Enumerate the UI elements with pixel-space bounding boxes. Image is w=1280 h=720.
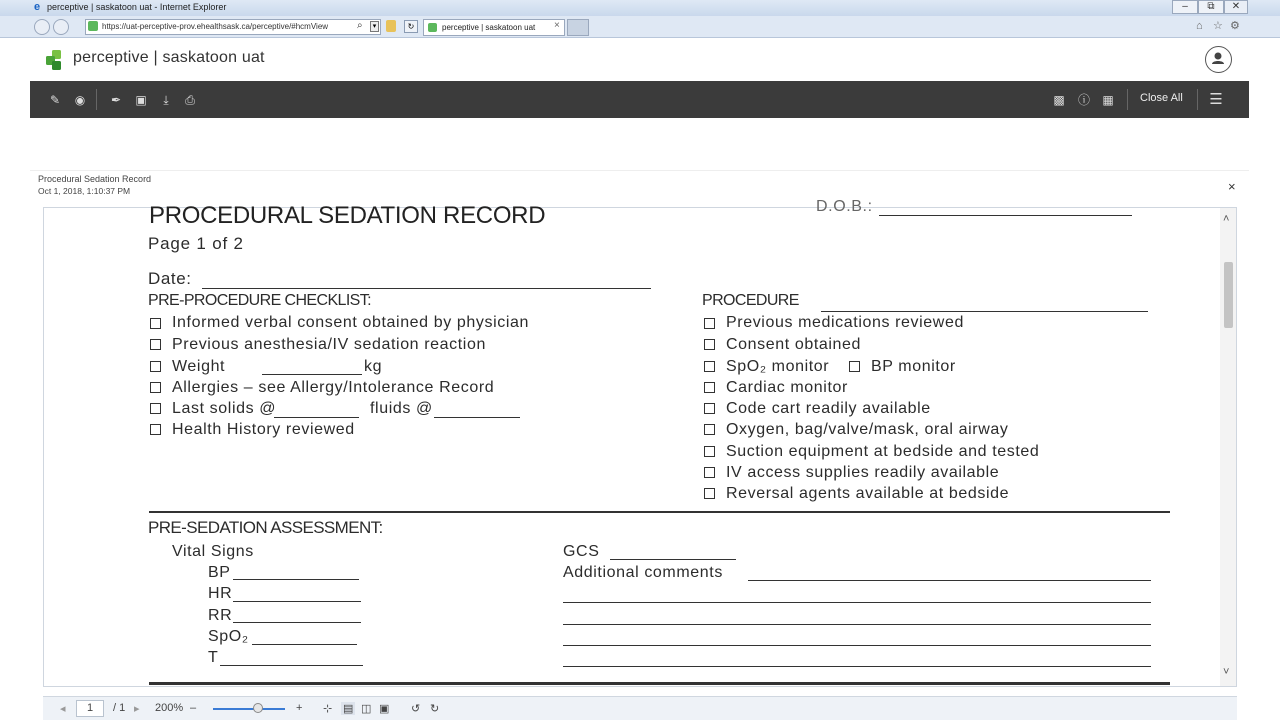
additional-comments-label: Additional comments (563, 564, 723, 581)
checkbox[interactable] (704, 403, 715, 414)
checkbox[interactable] (849, 361, 860, 372)
checkbox[interactable] (150, 318, 161, 329)
form-title: PROCEDURAL SEDATION RECORD (149, 202, 546, 229)
procedure-item: IV access supplies readily available (726, 464, 1000, 481)
perceptive-logo-icon (46, 50, 66, 70)
checkbox[interactable] (150, 382, 161, 393)
zoom-in-button[interactable]: + (296, 702, 303, 714)
checkbox[interactable] (704, 361, 715, 372)
checkbox[interactable] (704, 318, 715, 329)
vital-line (233, 622, 361, 623)
minimize-button[interactable]: – (1172, 0, 1198, 14)
app-brand: perceptive | saskatoon uat (73, 49, 265, 66)
comments-line (563, 624, 1151, 625)
home-icon[interactable]: ⌂ (1196, 20, 1203, 32)
procedure-item: Code cart readily available (726, 400, 931, 417)
section-divider (149, 511, 1170, 513)
checkbox[interactable] (704, 488, 715, 499)
procedure-item: Oxygen, bag/valve/mask, oral airway (726, 421, 1009, 438)
checkbox[interactable] (704, 424, 715, 435)
zoom-out-button[interactable]: – (190, 702, 197, 714)
viewer-bottom-bar (43, 696, 1237, 720)
procedure-title: PROCEDURE (702, 292, 799, 309)
vital-line (220, 665, 363, 666)
lock-icon[interactable] (386, 20, 396, 32)
toolbar-divider (96, 89, 97, 110)
procedure-item: SpO₂ monitor (726, 358, 830, 375)
next-page-icon[interactable]: ▸ (134, 703, 140, 715)
vital-label: RR (208, 607, 233, 624)
fluids-line (434, 417, 520, 418)
vital-line (233, 579, 359, 580)
pre-checklist-title: PRE-PROCEDURE CHECKLIST: (148, 292, 371, 309)
fluids-label: fluids @ (370, 400, 433, 417)
close-tab-icon[interactable]: × (554, 20, 560, 31)
user-icon (1206, 47, 1230, 71)
zoom-slider-handle[interactable] (253, 703, 263, 713)
checkbox[interactable] (704, 382, 715, 393)
fit-page-icon[interactable]: ⊹ (323, 703, 333, 715)
gcs-line (610, 559, 736, 560)
pre-sedation-title: PRE-SEDATION ASSESSMENT: (148, 518, 383, 537)
procedure-item: Consent obtained (726, 336, 862, 353)
dob-line (879, 215, 1132, 216)
new-tab-button[interactable] (567, 19, 589, 36)
checkbox[interactable] (150, 339, 161, 350)
annotate-pen-icon[interactable]: ✒ (110, 93, 122, 107)
checklist-item: Informed verbal consent obtained by physician (172, 314, 529, 331)
checklist-item: Health History reviewed (172, 421, 355, 438)
save-icon[interactable]: ▣ (135, 93, 147, 107)
checkbox[interactable] (704, 339, 715, 350)
calculator-icon[interactable]: ▦ (1102, 93, 1114, 107)
app-header (30, 38, 1249, 81)
url-input[interactable]: https://uat-perceptive-prov.ehealthsask.ca/perceptive/#hcmView (85, 19, 381, 35)
vital-label: HR (208, 585, 233, 602)
prev-page-icon[interactable]: ◂ (60, 703, 66, 715)
forward-icon[interactable] (53, 19, 69, 35)
info-icon[interactable]: ⓘ (1077, 93, 1090, 107)
zoom-level: 200% (155, 702, 184, 714)
toolbar-divider (1197, 89, 1198, 110)
weight-unit: kg (364, 358, 383, 375)
actual-size-icon[interactable]: ▣ (379, 703, 390, 715)
procedure-item: Cardiac monitor (726, 379, 848, 396)
window-title: perceptive | saskatoon uat - Internet Explorer (47, 2, 227, 12)
date-line (202, 288, 651, 289)
checkbox[interactable] (704, 467, 715, 478)
page-total: / 1 (113, 702, 126, 714)
procedure-line (821, 311, 1148, 312)
comments-line (563, 602, 1151, 603)
comments-line (563, 666, 1151, 667)
restore-button[interactable]: ⧉ (1198, 0, 1224, 14)
checkbox[interactable] (150, 403, 161, 414)
vital-signs-label: Vital Signs (172, 543, 254, 560)
checkbox[interactable] (704, 446, 715, 457)
checklist-item: Allergies – see Allergy/Intolerance Record (172, 379, 495, 396)
favorites-icon[interactable]: ☆ (1213, 20, 1223, 32)
comments-line (563, 645, 1151, 646)
document-toolbar (30, 81, 1249, 118)
refresh-icon[interactable]: ↻ (404, 20, 418, 33)
checklist-item: Last solids @ (172, 400, 277, 417)
export-icon[interactable]: ▩ (1053, 93, 1065, 107)
scroll-down-icon[interactable]: ˅ (1223, 666, 1230, 678)
vital-label: BP (208, 564, 231, 581)
address-bar (0, 16, 1280, 38)
scroll-up-icon[interactable]: ˄ (1223, 213, 1230, 225)
checklist-item: Previous anesthesia/IV sedation reaction (172, 336, 486, 353)
procedure-item: Previous medications reviewed (726, 314, 964, 331)
zoom-slider-track[interactable] (213, 708, 285, 710)
edit-icon[interactable]: ✎ (49, 93, 61, 107)
document-viewer[interactable] (43, 198, 1237, 687)
toolbar-divider (1127, 89, 1128, 110)
back-icon[interactable] (34, 19, 50, 35)
vital-label: SpO₂ (208, 628, 249, 645)
page-number-input[interactable]: 1 (76, 700, 104, 717)
bp-monitor-label: BP monitor (871, 358, 956, 375)
close-all-button[interactable]: Close All (1140, 92, 1183, 104)
procedure-item: Reversal agents available at bedside (726, 485, 1010, 502)
date-label: Date: (148, 269, 192, 288)
user-account-button[interactable] (1205, 46, 1232, 73)
scrollbar-thumb[interactable] (1224, 262, 1233, 328)
dob-label: D.O.B.: (816, 198, 873, 215)
section-divider-thick (149, 682, 1170, 685)
dropdown-icon[interactable]: ▾ (370, 21, 379, 32)
vital-line (233, 601, 361, 602)
rotate-left-icon[interactable]: ↺ (411, 703, 421, 715)
gcs-label: GCS (563, 543, 600, 560)
ie-logo-icon: e (34, 1, 41, 13)
tab-favicon-icon (428, 23, 437, 32)
site-favicon-icon (88, 21, 98, 31)
checkbox[interactable] (150, 424, 161, 435)
search-icon[interactable]: ⌕ (357, 20, 363, 31)
checkbox[interactable] (150, 361, 161, 372)
content-spacer (30, 118, 1249, 170)
document-info-bar (30, 170, 1249, 206)
menu-hamburger-icon[interactable]: ☰ (1209, 91, 1223, 108)
browser-tab[interactable]: perceptive | saskatoon uat (423, 19, 565, 36)
document-date: Oct 1, 2018, 1:10:37 PM (38, 186, 131, 196)
document-name: Procedural Sedation Record (38, 174, 152, 184)
fit-width-icon[interactable]: ▤ (343, 703, 354, 715)
close-document-icon[interactable]: × (1228, 179, 1236, 194)
comments-line (748, 580, 1151, 581)
settings-gear-icon[interactable]: ⚙ (1230, 20, 1240, 32)
rotate-right-icon[interactable]: ↻ (430, 703, 440, 715)
fit-height-icon[interactable]: ◫ (361, 703, 372, 715)
download-icon[interactable]: ⤓ (163, 93, 169, 107)
vital-line (252, 644, 357, 645)
weight-line (262, 374, 362, 375)
procedure-item: Suction equipment at bedside and tested (726, 443, 1040, 460)
browser-title-bar (0, 0, 1280, 16)
vital-label: T (208, 649, 219, 666)
print-icon[interactable]: ⎙ (185, 93, 195, 107)
solids-line (274, 417, 359, 418)
close-window-button[interactable]: ✕ (1224, 0, 1248, 14)
checklist-item: Weight (172, 358, 226, 375)
page-indicator: Page 1 of 2 (148, 234, 244, 253)
view-eye-icon[interactable]: ◉ (74, 93, 86, 107)
